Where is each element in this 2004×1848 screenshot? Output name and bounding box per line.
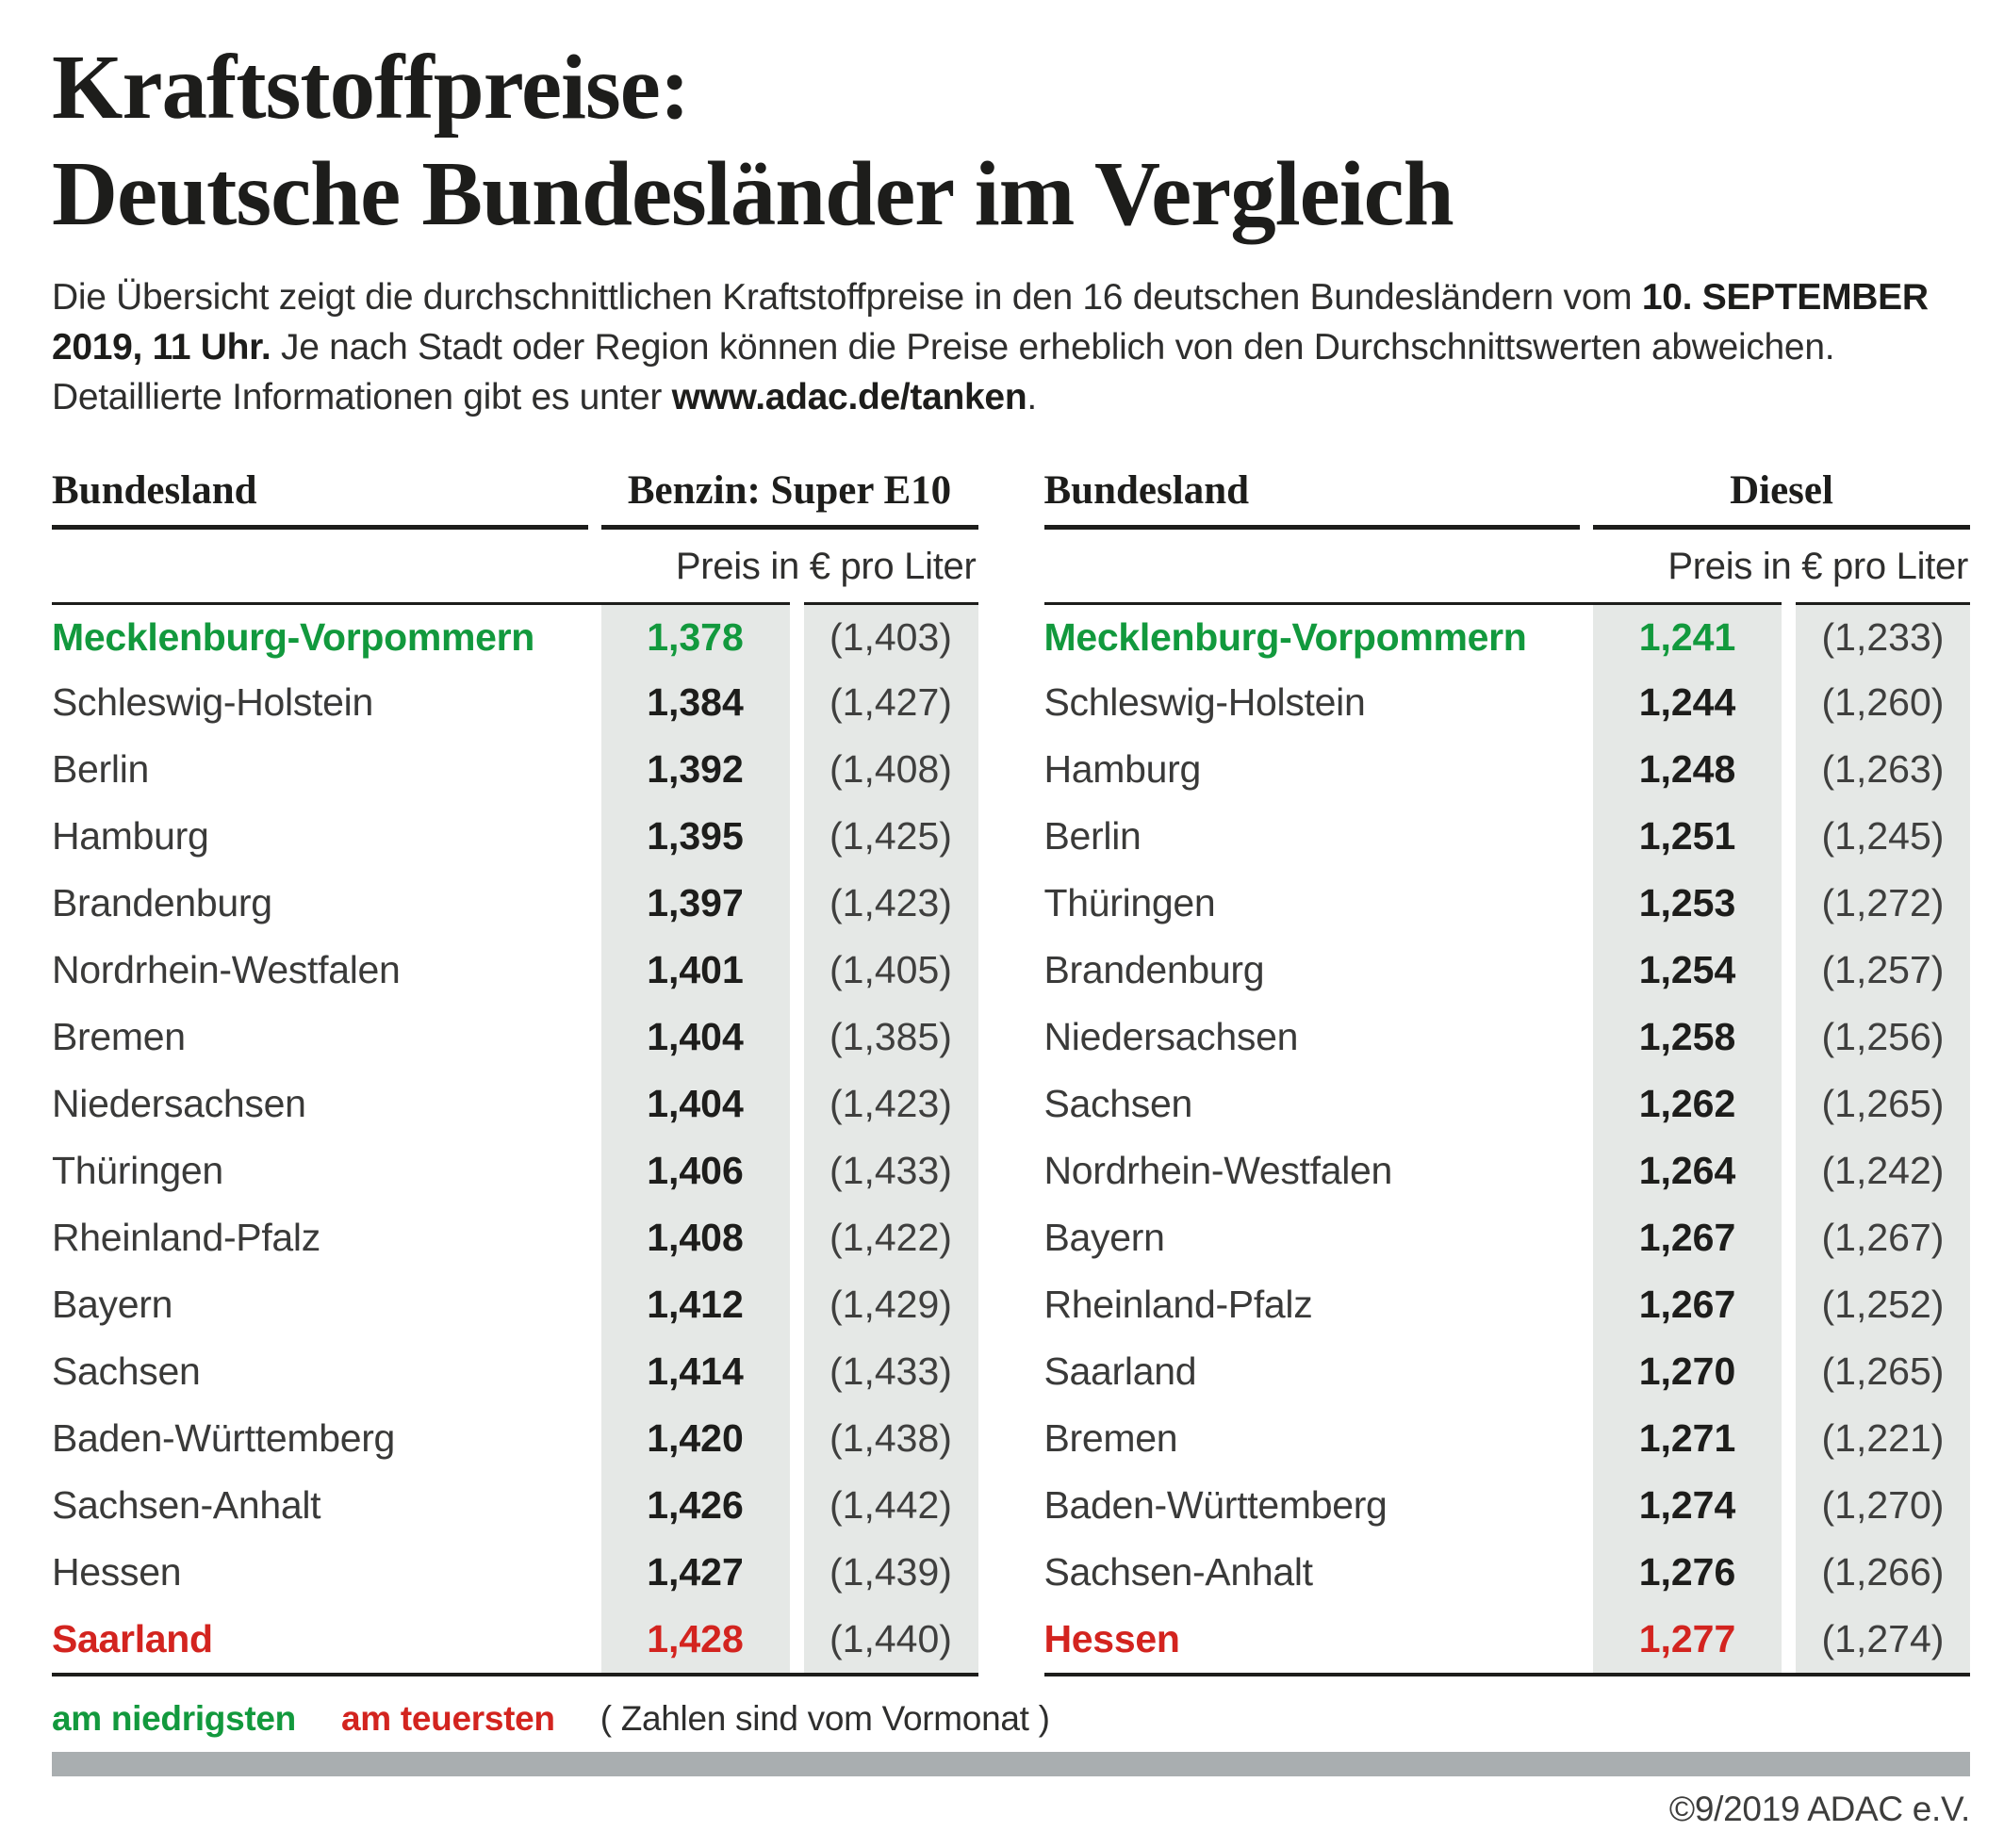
price-current: 1,392 bbox=[601, 736, 790, 803]
state-name: Brandenburg bbox=[52, 881, 272, 925]
column-gap bbox=[1782, 1204, 1796, 1271]
state-name: Sachsen bbox=[1043, 1082, 1192, 1126]
state-name: Schleswig-Holstein bbox=[52, 680, 373, 725]
column-gap bbox=[1782, 1071, 1796, 1137]
column-header-diesel: Diesel bbox=[1593, 467, 1970, 530]
price-previous-month: (1,385) bbox=[804, 1004, 978, 1071]
state-name: Bayern bbox=[1043, 1216, 1165, 1260]
column-gap bbox=[790, 803, 804, 870]
state-name: Sachsen-Anhalt bbox=[52, 1483, 321, 1528]
state-name: Hessen bbox=[52, 1550, 182, 1595]
price-previous-month: (1,252) bbox=[1796, 1271, 1970, 1338]
column-header-bundesland: Bundesland bbox=[1044, 467, 1581, 530]
state-name: Hamburg bbox=[52, 814, 209, 859]
column-gap bbox=[1782, 870, 1796, 937]
table-row bbox=[1044, 937, 1971, 1004]
price-current: 1,404 bbox=[601, 1071, 790, 1137]
intro-part-2: Je nach Stadt oder Region können die Preise erheblich von den Durchschnittswerten abweichen. Detaillierte Informationen gibt es unter bbox=[52, 327, 1835, 418]
price-previous-month: (1,427) bbox=[804, 669, 978, 736]
price-current: 1,271 bbox=[1593, 1405, 1782, 1472]
table-row bbox=[52, 602, 978, 669]
price-previous-month: (1,257) bbox=[1796, 937, 1970, 1004]
state-name: Baden-Württemberg bbox=[1043, 1483, 1388, 1528]
intro-part-1: Die Übersicht zeigt die durchschnittlichen Kraftstoffpreise in den 16 deutschen Bundesländern vom bbox=[52, 276, 1642, 318]
title-line-1: Kraftstoffpreise: bbox=[52, 37, 690, 138]
price-current: 1,428 bbox=[601, 1606, 790, 1673]
price-previous-month: (1,405) bbox=[804, 937, 978, 1004]
column-gap bbox=[790, 1004, 804, 1071]
price-current: 1,404 bbox=[601, 1004, 790, 1071]
intro-part-3: . bbox=[1027, 377, 1037, 418]
state-name: Niedersachsen bbox=[52, 1082, 306, 1126]
state-name: Bremen bbox=[1043, 1416, 1178, 1461]
table-row bbox=[52, 1338, 978, 1405]
benzin-table-header bbox=[52, 467, 978, 530]
table-row bbox=[1044, 1606, 1971, 1673]
state-name: Bremen bbox=[52, 1015, 186, 1059]
state-name: Thüringen bbox=[1043, 881, 1216, 925]
table-row bbox=[52, 937, 978, 1004]
table-row bbox=[52, 736, 978, 803]
price-current: 1,406 bbox=[601, 1137, 790, 1204]
state-name: Berlin bbox=[52, 747, 150, 792]
state-name: Hamburg bbox=[1043, 747, 1202, 792]
diesel-unit-label: Preis in € pro Liter bbox=[1667, 546, 1968, 588]
column-gap bbox=[790, 1606, 804, 1673]
price-current: 1,277 bbox=[1593, 1606, 1782, 1673]
column-gap bbox=[790, 937, 804, 1004]
price-current: 1,274 bbox=[1593, 1472, 1782, 1539]
state-name: Hessen bbox=[1043, 1617, 1180, 1661]
column-gap bbox=[1782, 602, 1796, 669]
column-header-benzin: Benzin: Super E10 bbox=[601, 467, 978, 530]
column-gap bbox=[1782, 736, 1796, 803]
column-gap bbox=[1782, 1137, 1796, 1204]
diesel-table-header bbox=[1044, 467, 1971, 530]
intro-text bbox=[52, 272, 1970, 422]
price-previous-month: (1,267) bbox=[1796, 1204, 1970, 1271]
state-name: Thüringen bbox=[52, 1149, 223, 1193]
table-row bbox=[1044, 1539, 1971, 1606]
table-row bbox=[1044, 669, 1971, 736]
price-current: 1,264 bbox=[1593, 1137, 1782, 1204]
price-previous-month: (1,433) bbox=[804, 1137, 978, 1204]
column-gap bbox=[1782, 1472, 1796, 1539]
column-gap bbox=[790, 1338, 804, 1405]
table-row bbox=[52, 803, 978, 870]
adac-url: www.adac.de/tanken bbox=[671, 377, 1027, 418]
benzin-table-rows bbox=[52, 602, 978, 1676]
price-previous-month: (1,423) bbox=[804, 1071, 978, 1137]
state-name: Brandenburg bbox=[1043, 948, 1265, 992]
price-previous-month: (1,429) bbox=[804, 1271, 978, 1338]
price-previous-month: (1,403) bbox=[804, 602, 978, 669]
state-name: Saarland bbox=[52, 1617, 213, 1661]
price-previous-month: (1,442) bbox=[804, 1472, 978, 1539]
state-name: Berlin bbox=[1043, 814, 1142, 859]
column-gap bbox=[790, 669, 804, 736]
state-name: Mecklenburg-Vorpommern bbox=[1044, 602, 1594, 669]
table-row bbox=[1044, 1204, 1971, 1271]
table-row bbox=[52, 1071, 978, 1137]
legend bbox=[52, 1699, 1970, 1739]
price-current: 1,420 bbox=[601, 1405, 790, 1472]
price-current: 1,276 bbox=[1593, 1539, 1782, 1606]
column-gap bbox=[790, 1204, 804, 1271]
table-row bbox=[52, 1137, 978, 1204]
price-previous-month: (1,270) bbox=[1796, 1472, 1970, 1539]
column-gap bbox=[1782, 937, 1796, 1004]
price-previous-month: (1,439) bbox=[804, 1539, 978, 1606]
price-current: 1,408 bbox=[601, 1204, 790, 1271]
column-gap bbox=[790, 1472, 804, 1539]
price-previous-month: (1,440) bbox=[804, 1606, 978, 1673]
state-name: Nordrhein-Westfalen bbox=[1043, 1149, 1393, 1193]
column-gap bbox=[1782, 1539, 1796, 1606]
table-row bbox=[52, 669, 978, 736]
tables-container bbox=[52, 467, 1970, 1676]
column-gap bbox=[1782, 1606, 1796, 1673]
price-previous-month: (1,438) bbox=[804, 1405, 978, 1472]
column-gap bbox=[790, 1539, 804, 1606]
state-name: Sachsen bbox=[52, 1349, 201, 1394]
state-name: Nordrhein-Westfalen bbox=[52, 948, 401, 992]
price-current: 1,412 bbox=[601, 1271, 790, 1338]
table-row bbox=[52, 870, 978, 937]
price-previous-month: (1,260) bbox=[1796, 669, 1970, 736]
price-previous-month: (1,265) bbox=[1796, 1071, 1970, 1137]
state-name: Mecklenburg-Vorpommern bbox=[52, 602, 601, 669]
table-row bbox=[52, 1271, 978, 1338]
table-row bbox=[1044, 736, 1971, 803]
table-row bbox=[52, 1472, 978, 1539]
legend-lowest: am niedrigsten bbox=[52, 1699, 296, 1739]
column-gap bbox=[790, 602, 804, 669]
price-current: 1,378 bbox=[601, 602, 790, 669]
table-row bbox=[1044, 1137, 1971, 1204]
price-current: 1,262 bbox=[1593, 1071, 1782, 1137]
price-previous-month: (1,256) bbox=[1796, 1004, 1970, 1071]
diesel-table-rows bbox=[1044, 602, 1971, 1676]
table-row bbox=[1044, 803, 1971, 870]
state-name: Baden-Württemberg bbox=[52, 1416, 396, 1461]
column-gap bbox=[790, 1271, 804, 1338]
table-row bbox=[52, 1405, 978, 1472]
price-current: 1,254 bbox=[1593, 937, 1782, 1004]
copyright: ©9/2019 ADAC e.V. bbox=[1668, 1790, 1970, 1829]
price-current: 1,248 bbox=[1593, 736, 1782, 803]
table-row bbox=[1044, 1338, 1971, 1405]
table-row bbox=[1044, 1071, 1971, 1137]
price-current: 1,241 bbox=[1593, 602, 1782, 669]
column-gap bbox=[1782, 1338, 1796, 1405]
legend-note: ( Zahlen sind vom Vormonat ) bbox=[600, 1699, 1050, 1739]
divider-bar bbox=[52, 1752, 1970, 1776]
table-row bbox=[1044, 1472, 1971, 1539]
price-current: 1,251 bbox=[1593, 803, 1782, 870]
state-name: Rheinland-Pfalz bbox=[52, 1216, 320, 1260]
price-current: 1,253 bbox=[1593, 870, 1782, 937]
price-current: 1,267 bbox=[1593, 1204, 1782, 1271]
table-row bbox=[52, 1606, 978, 1673]
column-gap bbox=[1782, 1271, 1796, 1338]
price-previous-month: (1,422) bbox=[804, 1204, 978, 1271]
table-row bbox=[52, 1004, 978, 1071]
price-current: 1,426 bbox=[601, 1472, 790, 1539]
price-current: 1,427 bbox=[601, 1539, 790, 1606]
diesel-table bbox=[1044, 467, 1971, 1676]
column-header-bundesland: Bundesland bbox=[52, 467, 588, 530]
price-previous-month: (1,221) bbox=[1796, 1405, 1970, 1472]
price-previous-month: (1,263) bbox=[1796, 736, 1970, 803]
title-line-2: Deutsche Bundesländer im Vergleich bbox=[52, 143, 1454, 245]
price-previous-month: (1,274) bbox=[1796, 1606, 1970, 1673]
price-current: 1,397 bbox=[601, 870, 790, 937]
column-gap bbox=[790, 1137, 804, 1204]
column-gap bbox=[790, 870, 804, 937]
column-gap bbox=[1782, 1405, 1796, 1472]
state-name: Saarland bbox=[1043, 1349, 1197, 1394]
price-current: 1,258 bbox=[1593, 1004, 1782, 1071]
price-current: 1,267 bbox=[1593, 1271, 1782, 1338]
column-gap bbox=[1782, 669, 1796, 736]
price-previous-month: (1,242) bbox=[1796, 1137, 1970, 1204]
table-row bbox=[1044, 870, 1971, 937]
table-row bbox=[1044, 1271, 1971, 1338]
price-current: 1,244 bbox=[1593, 669, 1782, 736]
intro-date: 10. SEPTEMBER 2019, 11 Uhr. bbox=[52, 276, 1929, 368]
table-row bbox=[52, 1204, 978, 1271]
price-current: 1,270 bbox=[1593, 1338, 1782, 1405]
price-previous-month: (1,245) bbox=[1796, 803, 1970, 870]
state-name: Niedersachsen bbox=[1043, 1015, 1299, 1059]
table-row bbox=[52, 1539, 978, 1606]
column-gap bbox=[1782, 803, 1796, 870]
table-row bbox=[1044, 1004, 1971, 1071]
price-previous-month: (1,233) bbox=[1796, 602, 1970, 669]
header-gap bbox=[1580, 518, 1593, 530]
price-current: 1,401 bbox=[601, 937, 790, 1004]
table-row bbox=[1044, 1405, 1971, 1472]
column-gap bbox=[790, 1405, 804, 1472]
state-name: Bayern bbox=[52, 1283, 173, 1327]
price-current: 1,414 bbox=[601, 1338, 790, 1405]
price-previous-month: (1,272) bbox=[1796, 870, 1970, 937]
state-name: Sachsen-Anhalt bbox=[1043, 1550, 1313, 1595]
page-title bbox=[52, 34, 1970, 248]
column-gap bbox=[790, 736, 804, 803]
price-previous-month: (1,425) bbox=[804, 803, 978, 870]
price-current: 1,384 bbox=[601, 669, 790, 736]
price-previous-month: (1,266) bbox=[1796, 1539, 1970, 1606]
legend-highest: am teuersten bbox=[340, 1699, 555, 1739]
table-row bbox=[1044, 602, 1971, 669]
state-name: Rheinland-Pfalz bbox=[1043, 1283, 1313, 1327]
benzin-table bbox=[52, 467, 978, 1676]
header-gap bbox=[588, 518, 601, 530]
price-previous-month: (1,433) bbox=[804, 1338, 978, 1405]
price-current: 1,395 bbox=[601, 803, 790, 870]
benzin-unit-label: Preis in € pro Liter bbox=[675, 546, 977, 588]
column-gap bbox=[1782, 1004, 1796, 1071]
price-previous-month: (1,423) bbox=[804, 870, 978, 937]
column-gap bbox=[790, 1071, 804, 1137]
price-previous-month: (1,408) bbox=[804, 736, 978, 803]
price-previous-month: (1,265) bbox=[1796, 1338, 1970, 1405]
state-name: Schleswig-Holstein bbox=[1043, 680, 1366, 725]
